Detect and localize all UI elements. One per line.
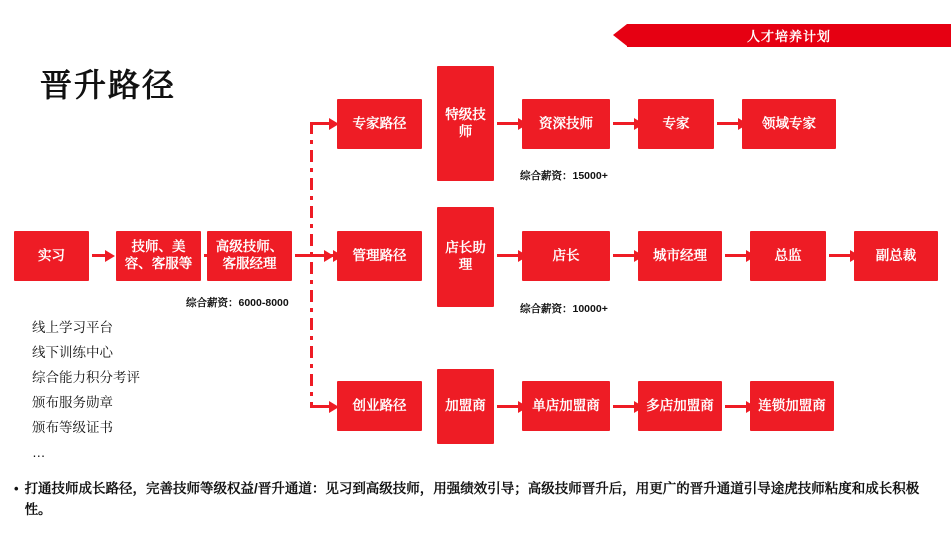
footer-text: 打通技师成长路径，完善技师等级权益/晋升通道：见习到高级技师，用强绩效引导；高级技师晋升后，用更广的晋升通道引导途虎技师粘度和成长积极性。 [24, 481, 920, 517]
arrow-management-1-2 [725, 254, 747, 257]
node-expert-gate[interactable]: 特级技师 [437, 66, 494, 181]
arrow-expert-gate-0 [497, 122, 519, 125]
arrow-entrepreneur-0-1 [613, 405, 635, 408]
node-management-step-1[interactable]: 城市经理 [638, 231, 722, 281]
arrow-management-gate-0 [497, 254, 519, 257]
arrow-management-0-1 [613, 254, 635, 257]
list-item: 线下训练中心 [32, 345, 113, 360]
list-item: … [32, 445, 46, 460]
footer-note [14, 479, 939, 521]
node-management-step-3[interactable]: 副总裁 [854, 231, 938, 281]
list-item: 综合能力积分考评 [32, 370, 140, 385]
note-management-salary: 综合薪资：10000+ [520, 303, 608, 315]
list-item: 颁布服务勋章 [32, 395, 113, 410]
header-banner [627, 24, 951, 47]
note-base-salary: 综合薪资：6000-8000 [186, 297, 289, 309]
arrow-trunk-to-expert [310, 122, 330, 125]
node-management-step-0[interactable]: 店长 [522, 231, 610, 281]
arrow-trunk-to-management [312, 254, 334, 257]
footer-bullet-icon: • [14, 481, 19, 496]
node-expert-step-1[interactable]: 专家 [638, 99, 714, 149]
node-management-gate[interactable]: 店长助理 [437, 207, 494, 307]
arrow-expert-1-2 [717, 122, 739, 125]
node-management-step-2[interactable]: 总监 [750, 231, 826, 281]
node-entrepreneur-step-2[interactable]: 连锁加盟商 [750, 381, 834, 431]
banner-notch-icon [613, 24, 627, 46]
header-banner-label: 人才培养计划 [746, 29, 831, 44]
arrow-management-2-3 [829, 254, 851, 257]
list-item: 颁布等级证书 [32, 420, 113, 435]
note-expert-salary: 综合薪资：15000+ [520, 170, 608, 182]
list-item: 线上学习平台 [32, 320, 113, 335]
node-entrepreneur-step-1[interactable]: 多店加盟商 [638, 381, 722, 431]
node-entrepreneur-step-0[interactable]: 单店加盟商 [522, 381, 610, 431]
node-entrepreneur-gate[interactable]: 加盟商 [437, 369, 494, 444]
node-expert-entry[interactable]: 专家路径 [337, 99, 422, 149]
arrow-trunk-to-entrepreneur [310, 405, 330, 408]
node-management-entry[interactable]: 管理路径 [337, 231, 422, 281]
node-expert-step-2[interactable]: 领域专家 [742, 99, 836, 149]
arrow-expert-0-1 [613, 122, 635, 125]
node-entrepreneur-entry[interactable]: 创业路径 [337, 381, 422, 431]
node-expert-step-0[interactable]: 资深技师 [522, 99, 610, 149]
page-title: 晋升路径 [40, 67, 177, 103]
node-base-2[interactable]: 高级技师、客服经理 [207, 231, 292, 281]
arrow-entrepreneur-1-2 [725, 405, 747, 408]
node-base-0[interactable]: 实习 [14, 231, 89, 281]
trunk-dashed-line [310, 122, 313, 407]
arrow-base-0-1 [92, 254, 106, 257]
support-list [32, 315, 140, 465]
node-base-1[interactable]: 技师、美容、客服等 [116, 231, 201, 281]
arrow-entrepreneur-gate-0 [497, 405, 519, 408]
